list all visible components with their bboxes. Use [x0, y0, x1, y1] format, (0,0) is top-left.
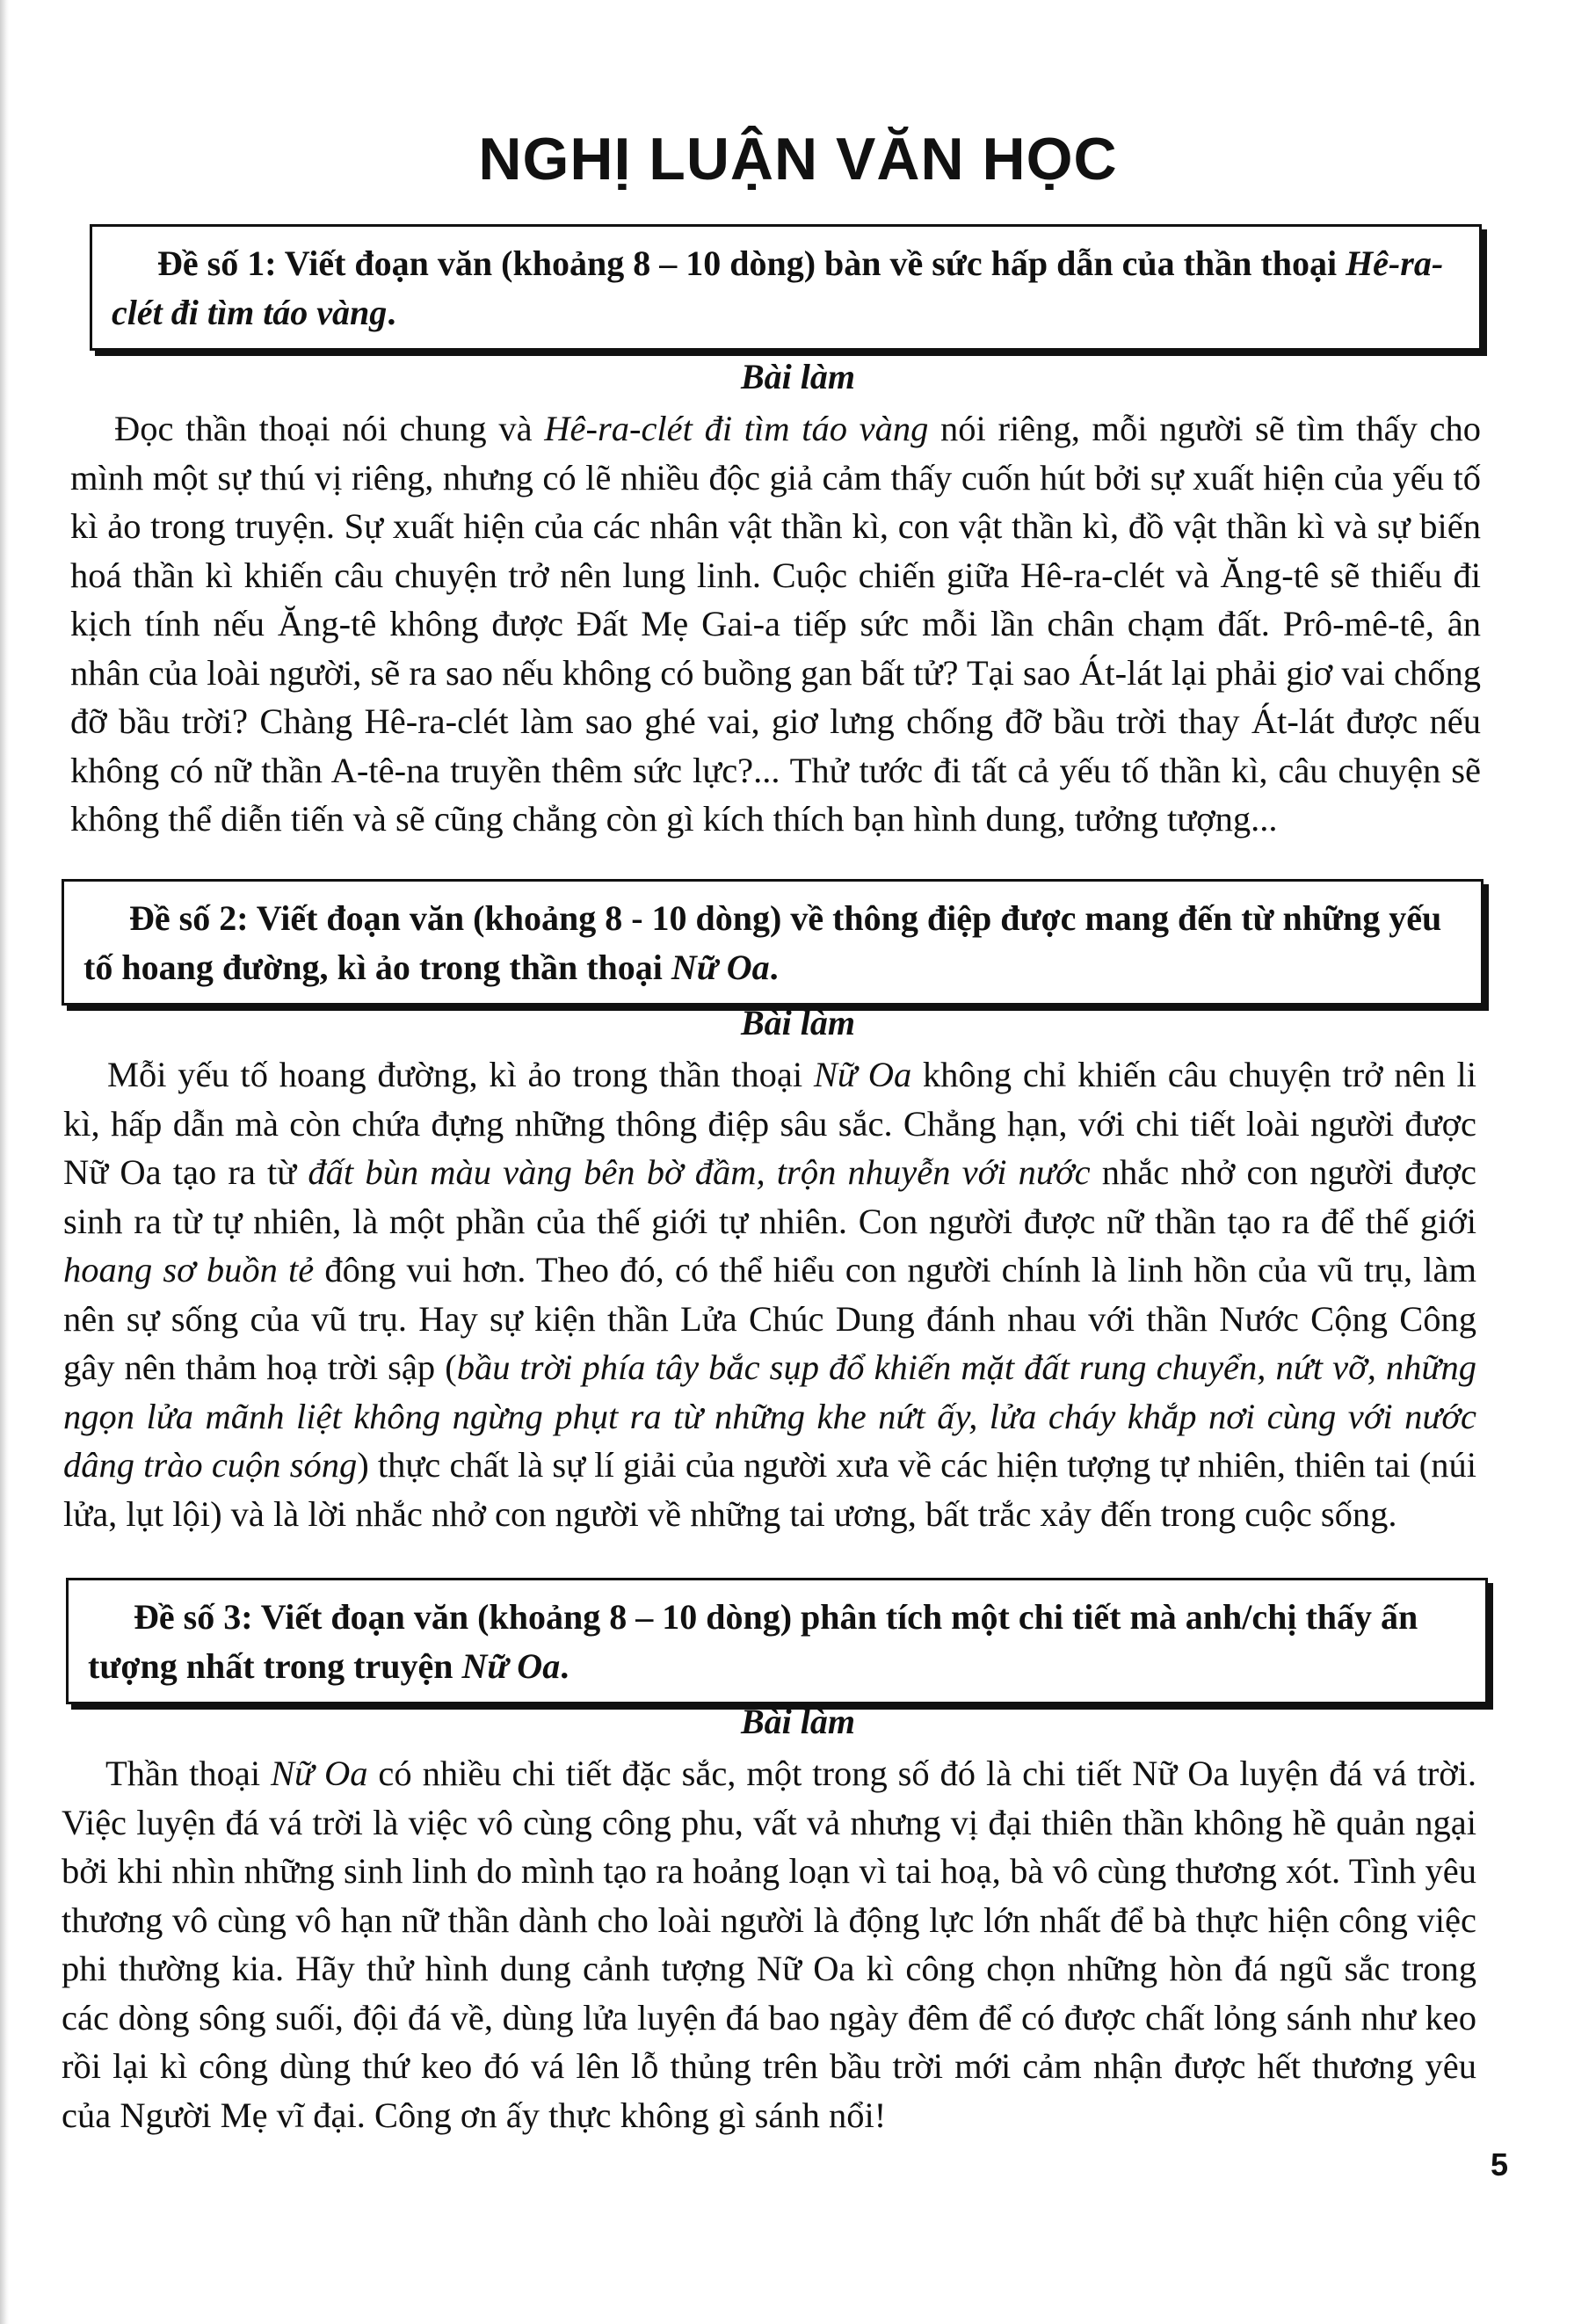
answer-paragraph-1	[70, 404, 1481, 844]
question-label-1: Đề số 1:	[157, 243, 277, 283]
answer-heading-2: Bài làm	[740, 1003, 856, 1042]
question-prompt-1: Viết đoạn văn (khoảng 8 – 10 dòng) bàn về sức hấp dẫn của thần thoại	[276, 243, 1346, 283]
question-label-3: Đề số 3:	[134, 1597, 253, 1637]
italic-quote: Nữ Oa	[813, 1055, 912, 1094]
question-text-3	[88, 1593, 1468, 1691]
answer-text: đông vui hơn. Theo đó, có thể hiểu con người chính là linh hồn của vũ trụ, làm nên sự sống của vũ trụ. Hay sự kiện thần Lửa Chúc Dung đánh nhau với thần Nước Cộng Công gây nên thảm hoạ trời sập (	[63, 1250, 1477, 1387]
answer-heading-3: Bài làm	[740, 1702, 856, 1741]
answer-text: ) thực chất là sự lí giải của người xưa về các hiện tượng tự nhiên, thiên tai (núi lửa, lụt lội) và là lời nhắc nhở con người về những tai ương, bất trắc xảy đến trong cuộc sống.	[63, 1445, 1476, 1534]
question-work-title-1: Hê-ra-clét đi tìm táo vàng	[112, 243, 1444, 332]
answer-text: không chỉ khiến câu chuyện trở nên li kì, hấp dẫn mà còn chứa đựng những thông điệp sâu sắc. Chẳng hạn, với chi tiết loài người được Nữ Oa tạo ra từ	[63, 1055, 1476, 1192]
italic-quote: Nữ Oa	[271, 1754, 368, 1793]
answer-text: Đọc thần thoại nói chung và	[114, 409, 545, 448]
page-title: NGHỊ LUẬN VĂN HỌC	[478, 126, 1118, 192]
answer-paragraph-3	[62, 1749, 1476, 2139]
answer-paragraph-2	[63, 1050, 1476, 1538]
page-edge-shadow	[0, 0, 9, 2324]
question-label-2: Đề số 2:	[129, 898, 249, 938]
answer-text: Mỗi yếu tố hoang đường, kì ảo trong thần thoại	[107, 1055, 814, 1094]
answer-text: có nhiều chi tiết đặc sắc, một trong số đó là chi tiết Nữ Oa luyện đá vá trời. Việc luyện đá vá trời là việc vô cùng công phu, vất vả nhưng vị đại thiên thần không hề quản ngại bởi khi nhìn những sinh linh do mình tạo ra hoảng loạn vì tai hoạ, bà vô cùng thương xót. Tình yêu thương vô cùng vô hạn nữ thần dành cho loài người là động lực lớn nhất để bà thực hiện công việc phi thường kia. Hãy thử hình dung cảnh tượng Nữ Oa kì công chọn những hòn đá ngũ sắc trong các dòng sông suối, đội đá về, dùng lửa luyện đá bao ngày đêm để có được chất lỏng sánh như keo rồi lại kì công dùng thứ keo đó vá lên lỗ thủng trên bầu trời mới cảm nhận được hết thương yêu của Người Mẹ vĩ đại. Công ơn ấy thực không gì sánh nổi!	[62, 1754, 1477, 2135]
answer-text: Thần thoại	[105, 1754, 272, 1793]
question-prompt-end-1: .	[387, 293, 396, 332]
page-number: 5	[1490, 2146, 1508, 2182]
question-prompt-2: Viết đoạn văn (khoảng 8 - 10 dòng) về thông điệp được mang đến từ những yếu tố hoang đường, kì ảo trong thần thoại	[83, 898, 1442, 987]
italic-quote: Hê-ra-clét đi tìm táo vàng	[544, 409, 929, 448]
question-box-1	[90, 224, 1482, 351]
question-text-2	[83, 894, 1463, 992]
question-work-title-2: Nữ Oa	[671, 948, 770, 987]
answer-text: nói riêng, mỗi người sẽ tìm thấy cho mình một sự thú vị riêng, nhưng có lẽ nhiều độc giả cảm thấy cuốn hút bởi sự xuất hiện của yếu tố kì ảo trong truyện. Sự xuất hiện của các nhân vật thần kì, con vật thần kì, đồ vật thần kì và sự biến hoá thần kì khiến câu chuyện trở nên lung linh. Cuộc chiến giữa Hê-ra-clét và Ăng-tê sẽ thiếu đi kịch tính nếu Ăng-tê không được Đất Mẹ Gai-a tiếp sức mỗi lần chân chạm đất. Prô-mê-tê, ân nhân của loài người, sẽ ra sao nếu không có buồng gan bất tử? Tại sao Át-lát lại phải giơ vai chống đỡ bầu trời? Chàng Hê-ra-clét làm sao ghé vai, giơ lưng chống đỡ bầu trời thay Át-lát được nếu không có nữ thần A-tê-na truyền thêm sức lực?... Thử tước đi tất cả yếu tố thần kì, câu chuyện sẽ không thể diễn tiến và sẽ cũng chẳng còn gì kích thích bạn hình dung, tưởng tượng...	[70, 409, 1481, 839]
question-box-2	[62, 879, 1484, 1006]
question-prompt-3: Viết đoạn văn (khoảng 8 – 10 dòng) phân tích một chi tiết mà anh/chị thấy ấn tượng nhất trong truyện	[88, 1597, 1418, 1686]
answer-heading-1: Bài làm	[740, 357, 856, 396]
question-text-1	[112, 239, 1462, 338]
question-box-3	[66, 1578, 1488, 1704]
question-prompt-end-3: .	[560, 1646, 569, 1686]
question-work-title-3: Nữ Oa	[461, 1646, 561, 1686]
answer-text: nhắc nhở con người được sinh ra từ tự nhiên, là một phần của thế giới tự nhiên. Con người được nữ thần tạo ra để thế giới	[63, 1152, 1476, 1241]
italic-quote: đất bùn màu vàng bên bờ đầm, trộn nhuyễn với nước	[308, 1152, 1091, 1192]
question-prompt-end-2: .	[769, 948, 779, 987]
italic-quote: bầu trời phía tây bắc sụp đổ khiến mặt đất rung chuyển, nứt vỡ, những ngọn lửa mãnh liệt không ngừng phụt ra từ những khe nứt ấy, lửa cháy khắp nơi cùng với nước dâng trào cuộn sóng	[63, 1347, 1477, 1485]
italic-quote: hoang sơ buồn tẻ	[63, 1250, 315, 1289]
